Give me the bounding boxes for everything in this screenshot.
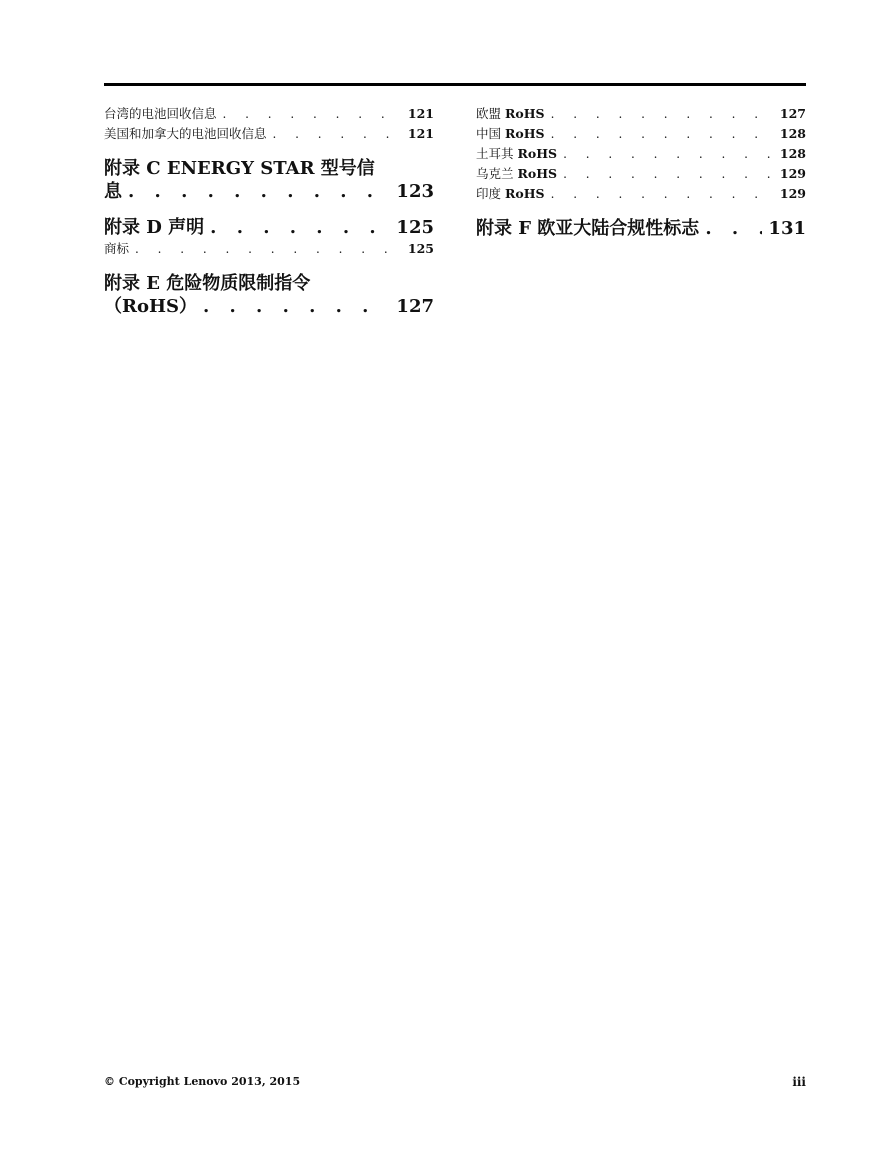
dot-leader: [273, 124, 402, 144]
dot-leader: [551, 124, 774, 144]
toc-appendix-c[interactable]: [104, 157, 434, 203]
toc-appendix-page: 127: [396, 296, 434, 317]
toc-entry-page: 128: [779, 126, 806, 141]
toc-appendix-title-cont: 息: [104, 181, 122, 202]
toc-entry-title: 美国和加拿大的电池回收信息: [104, 126, 267, 141]
copyright-notice: © Copyright Lenovo 2013, 2015: [104, 1075, 301, 1088]
toc-entry-title: 土耳其 RoHS: [476, 146, 558, 161]
toc-appendix-page: 125: [396, 217, 434, 238]
toc-appendix-page: 123: [396, 181, 434, 202]
toc-entry-china-rohs[interactable]: [476, 124, 806, 144]
toc-entry-us-canada-battery[interactable]: [104, 124, 434, 144]
dot-leader: [551, 184, 774, 204]
dot-leader: [203, 295, 390, 318]
toc-entry-title: 乌克兰 RoHS: [476, 166, 558, 181]
toc-entry-title: 印度 RoHS: [476, 186, 545, 201]
dot-leader: [563, 164, 774, 184]
toc-appendix-e[interactable]: [104, 272, 434, 318]
toc-appendix-title: 附录 E 危险物质限制指令: [104, 273, 311, 294]
toc-right-column: [476, 104, 806, 240]
dot-leader: [705, 217, 762, 240]
toc-appendix-d[interactable]: [104, 216, 434, 239]
toc-entry-page: 121: [407, 126, 434, 141]
toc-entry-title: 商标: [104, 241, 130, 256]
dot-leader: [135, 239, 402, 259]
toc-left-column: [104, 104, 434, 318]
toc-appendix-title: 附录 F 欧亚大陆合规性标志: [476, 218, 700, 239]
toc-entry-title: 台湾的电池回收信息: [104, 106, 217, 121]
dot-leader: [551, 104, 774, 124]
toc-entry-turkey-rohs[interactable]: [476, 144, 806, 164]
toc-entry-page: 121: [407, 106, 434, 121]
toc-appendix-page: 131: [768, 218, 806, 239]
toc-entry-page: 128: [779, 146, 806, 161]
toc-entry-page: 127: [779, 106, 806, 121]
toc-entry-title: 中国 RoHS: [476, 126, 545, 141]
dot-leader: [223, 104, 402, 124]
toc-entry-taiwan-battery[interactable]: [104, 104, 434, 124]
toc-entry-ukraine-rohs[interactable]: [476, 164, 806, 184]
page-number: iii: [792, 1075, 806, 1089]
dot-leader: [210, 216, 390, 239]
toc-appendix-title: 附录 D 声明: [104, 217, 205, 238]
toc-entry-india-rohs[interactable]: [476, 184, 806, 204]
dot-leader: [128, 180, 390, 203]
header-rule: [104, 83, 806, 86]
toc-entry-page: 129: [779, 186, 806, 201]
toc-appendix-title-cont: （RoHS）: [104, 296, 197, 317]
dot-leader: [563, 144, 774, 164]
toc-entry-trademarks[interactable]: [104, 239, 434, 259]
toc-entry-page: 125: [407, 241, 434, 256]
toc-appendix-title: 附录 C ENERGY STAR 型号信: [104, 158, 375, 179]
toc-appendix-f[interactable]: [476, 217, 806, 240]
toc-entry-title: 欧盟 RoHS: [476, 106, 545, 121]
toc-entry-page: 129: [779, 166, 806, 181]
toc-entry-eu-rohs[interactable]: [476, 104, 806, 124]
